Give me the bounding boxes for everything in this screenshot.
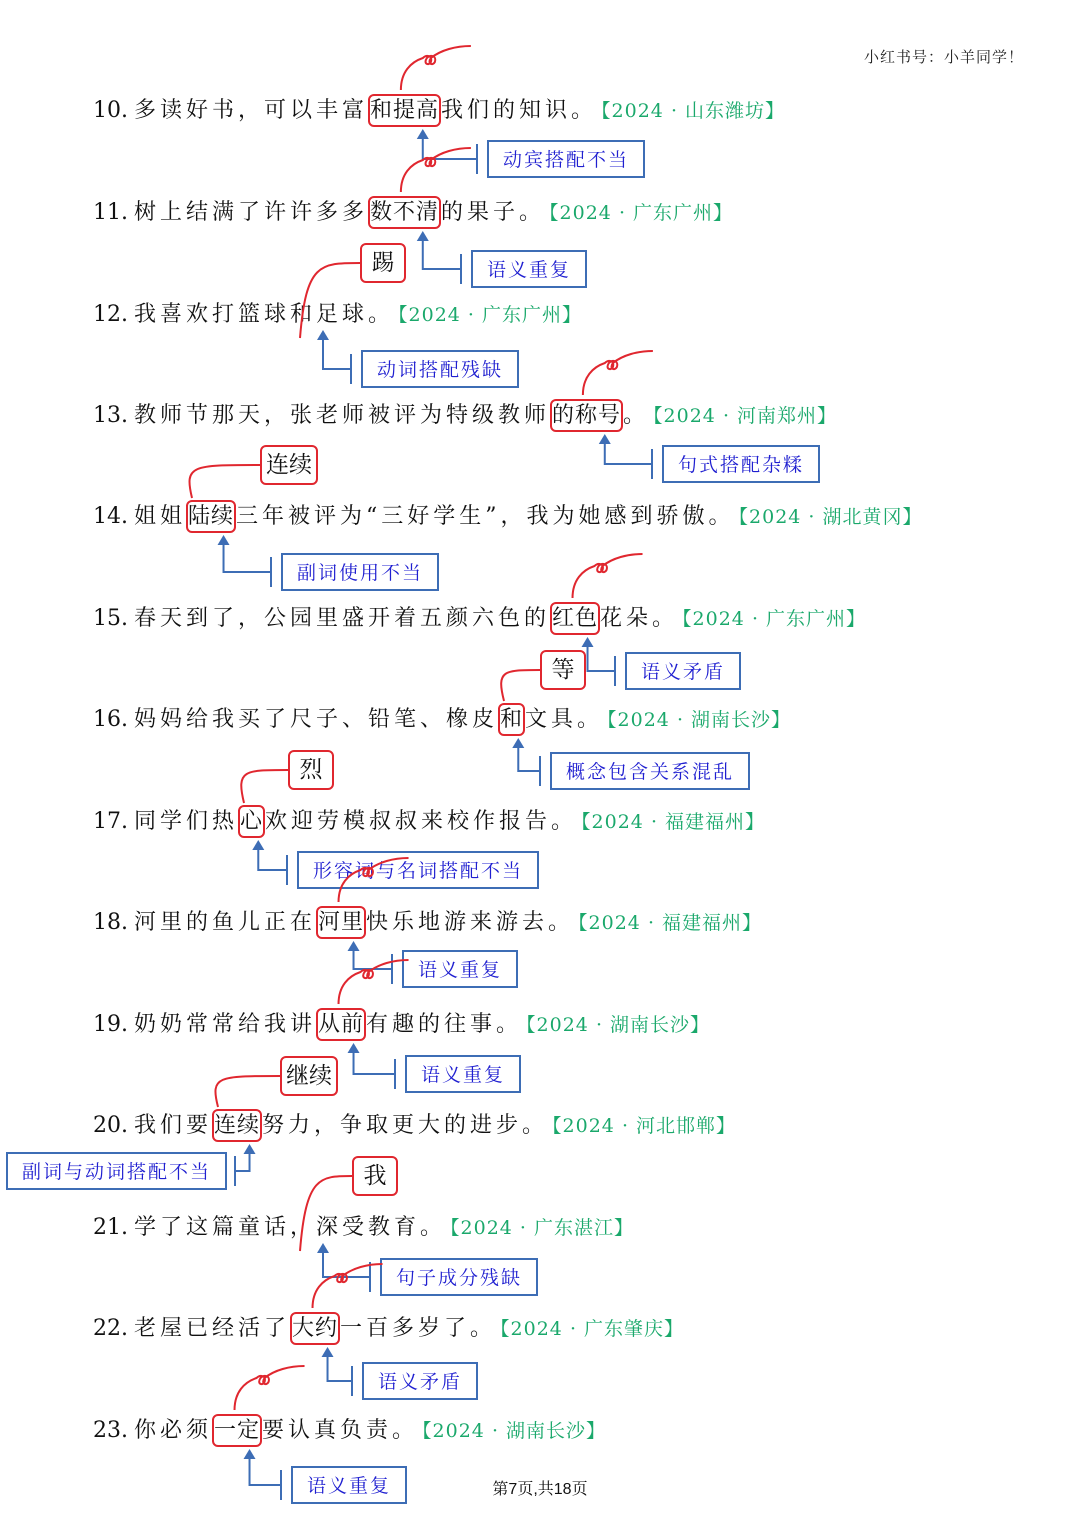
arrow-head — [244, 1144, 256, 1154]
arrow-head — [317, 330, 329, 340]
arrow-head — [417, 129, 429, 139]
sentence-number: 17. — [93, 809, 128, 834]
error-type-label: 句式搭配杂糅 — [662, 445, 820, 483]
label-arrow — [235, 1154, 250, 1171]
insert-mark — [300, 263, 360, 338]
error-type-label: 语义重复 — [402, 950, 518, 988]
arrow-head — [417, 231, 429, 241]
source-tag: 【2024 · 河南郑州】 — [653, 405, 838, 427]
error-type-label: 副词与动词搭配不当 — [6, 1152, 227, 1190]
sentence-text: 春天到了，公园里盛开着五颜六色的 — [134, 606, 551, 631]
sentence-text: 同学们热 — [134, 809, 239, 834]
source-tag: 【2024 · 山东潍坊】 — [601, 100, 786, 122]
error-type-label: 句子成分残缺 — [380, 1258, 538, 1296]
sentence-text: 你必须 — [134, 1418, 213, 1443]
replace-mark — [241, 770, 288, 803]
error-highlight: 数不清 — [368, 196, 441, 229]
error-highlight: 河里 — [316, 906, 366, 939]
sentence-text: 我们的知识。 — [441, 98, 598, 123]
error-type-label: 语义重复 — [291, 1466, 407, 1504]
label-arrow — [423, 241, 461, 269]
replace-mark — [215, 1076, 280, 1107]
arrow-head — [218, 535, 230, 545]
sentence-text: 奶奶常常给我讲 — [134, 1012, 317, 1037]
delete-mark — [583, 351, 653, 395]
correction-box: 等 — [540, 650, 586, 690]
label-arrow — [354, 951, 392, 969]
source-tag: 【2024 · 福建福州】 — [578, 912, 763, 934]
error-type-label: 语义矛盾 — [362, 1362, 478, 1400]
label-arrow — [224, 545, 271, 572]
arrow-head — [322, 1347, 334, 1357]
sentence-text: 快乐地游来游去。 — [366, 910, 575, 935]
error-type-label: 概念包含关系混乱 — [550, 752, 750, 790]
sentence-number: 20. — [93, 1113, 128, 1138]
sentence-text: 欢迎劳模叔叔来校作报告。 — [265, 809, 578, 834]
error-type-label: 语义矛盾 — [625, 652, 741, 690]
source-tag: 【2024 · 河北邯郸】 — [552, 1115, 737, 1137]
source-tag: 【2024 · 广东广州】 — [398, 304, 582, 326]
error-type-label: 形容词与名词搭配不当 — [297, 851, 539, 889]
error-highlight: 和 — [498, 703, 525, 736]
label-arrow — [323, 340, 351, 369]
label-arrow — [328, 1357, 352, 1381]
arrow-head — [317, 1243, 329, 1253]
sentence-number: 11. — [93, 200, 128, 225]
source-tag: 【2024 · 广东广州】 — [549, 202, 734, 224]
sentence-text: 三年被评为“三好学生”，我为她感到骄傲。 — [236, 504, 735, 529]
page-header: 小红书号：小羊同学！ — [863, 49, 1024, 66]
error-highlight: 和提高 — [368, 94, 441, 127]
error-type-label: 动词搭配残缺 — [361, 350, 519, 388]
error-highlight: 的称号 — [550, 399, 623, 432]
correction-box: 连续 — [260, 445, 318, 485]
sentence-number: 14. — [93, 504, 128, 529]
source-tag: 【2024 · 湖南长沙】 — [422, 1420, 607, 1442]
sentence-number: 18. — [93, 910, 128, 935]
error-highlight: 陆续 — [186, 500, 236, 533]
source-tag: 【2024 · 湖南长沙】 — [607, 709, 792, 731]
insert-mark — [300, 1176, 352, 1251]
sentence-number: 16. — [93, 707, 128, 732]
sentence-number: 15. — [93, 606, 128, 631]
sentence-text: 一百多岁了。 — [340, 1316, 497, 1341]
sentence-text: 妈妈给我买了尺子、铅笔、橡皮 — [134, 707, 499, 732]
sentence-text: 教师节那天，张老师被评为特级教师 — [134, 403, 551, 428]
sentence-text: 我们要 — [134, 1113, 213, 1138]
source-tag: 【2024 · 福建福州】 — [581, 811, 766, 833]
sentence-text: 的果子。 — [441, 200, 546, 225]
sentence-text: 。 — [623, 403, 650, 428]
delete-mark — [401, 46, 471, 90]
correction-box: 烈 — [288, 750, 334, 790]
error-type-label: 副词使用不当 — [281, 553, 439, 591]
error-type-label: 语义重复 — [471, 250, 587, 288]
sentence-number: 19. — [93, 1012, 128, 1037]
error-type-label: 动宾搭配不当 — [487, 140, 645, 178]
error-highlight: 连续 — [212, 1109, 262, 1142]
sentence-text: 努力，争取更大的进步。 — [262, 1113, 549, 1138]
sentence-text: 文具。 — [525, 707, 604, 732]
arrow-head — [599, 434, 611, 444]
source-tag: 【2024 · 广东湛江】 — [450, 1217, 634, 1239]
sentence-number: 23. — [93, 1418, 128, 1443]
delete-mark — [339, 960, 409, 1004]
sentence-text: 学了这篇童话，深受教育。 — [134, 1215, 447, 1240]
sentence-number: 22. — [93, 1316, 128, 1341]
sentence-text: 要认真负责。 — [262, 1418, 419, 1443]
arrow-head — [512, 738, 524, 748]
correction-box: 踢 — [360, 243, 406, 283]
label-arrow — [518, 748, 540, 771]
replace-mark — [189, 465, 260, 498]
sentence-number: 12. — [93, 302, 128, 327]
error-highlight: 心 — [238, 805, 265, 838]
sentence-number: 10. — [93, 98, 128, 123]
correction-box: 我 — [352, 1156, 398, 1196]
sentence-text: 我喜欢打篮球和足球。 — [134, 302, 395, 327]
sentence-text: 老屋已经活了 — [134, 1316, 291, 1341]
error-highlight: 大约 — [290, 1312, 340, 1345]
error-type-label: 语义重复 — [405, 1055, 521, 1093]
source-tag: 【2024 · 湖南长沙】 — [526, 1014, 711, 1036]
arrow-head — [348, 1043, 360, 1053]
label-arrow — [588, 647, 615, 671]
delete-mark — [339, 858, 409, 902]
sentence-text: 花朵。 — [600, 606, 679, 631]
label-arrow — [258, 850, 287, 870]
source-tag: 【2024 · 湖北黄冈】 — [738, 506, 923, 528]
sentence-text: 有趣的往事。 — [366, 1012, 523, 1037]
arrow-head — [252, 840, 264, 850]
sentence-text: 河里的鱼儿正在 — [134, 910, 317, 935]
error-highlight: 红色 — [550, 602, 600, 635]
source-tag: 【2024 · 广东广州】 — [682, 608, 867, 630]
sentence-number: 21. — [93, 1215, 128, 1240]
delete-mark — [401, 148, 471, 192]
delete-mark — [235, 1366, 305, 1410]
label-arrow — [605, 444, 652, 464]
source-tag: 【2024 · 广东肇庆】 — [500, 1318, 685, 1340]
error-highlight: 从前 — [316, 1008, 366, 1041]
error-highlight: 一定 — [212, 1414, 262, 1447]
label-arrow — [354, 1053, 395, 1074]
sentence-text: 姐姐 — [134, 504, 187, 529]
arrow-head — [244, 1449, 256, 1459]
sentence-number: 13. — [93, 403, 128, 428]
page-footer: 第7页,共18页 — [492, 1481, 588, 1498]
sentence-text: 多读好书，可以丰富 — [134, 98, 369, 123]
arrow-head — [582, 637, 594, 647]
correction-box: 继续 — [280, 1056, 338, 1096]
replace-mark — [501, 670, 540, 701]
delete-mark — [573, 554, 643, 598]
sentence-text: 树上结满了许许多多 — [134, 200, 369, 225]
arrow-head — [348, 941, 360, 951]
